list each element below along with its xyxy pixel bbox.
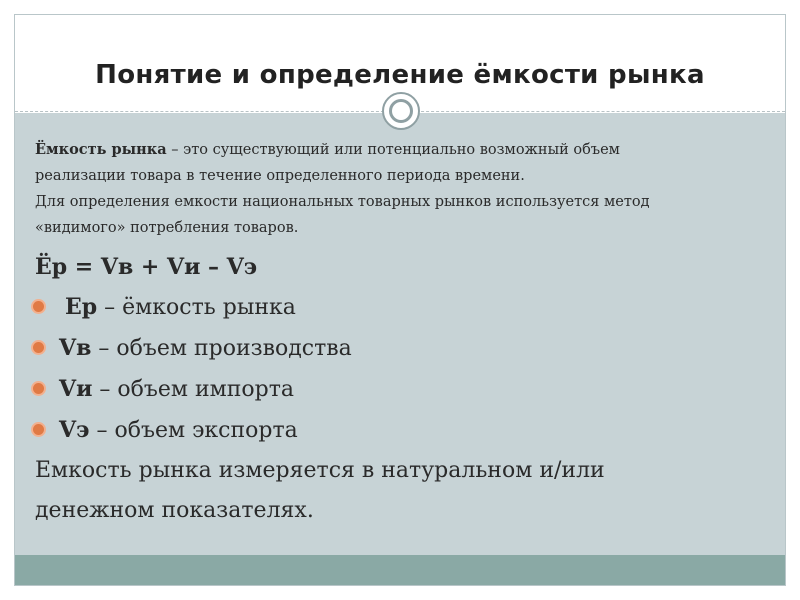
method-line-1: Для определения емкости национальных товарных рынков используется метод bbox=[35, 194, 650, 210]
slide bbox=[14, 14, 786, 586]
slide-content bbox=[35, 137, 775, 531]
conclusion-line-2: денежном показателях. bbox=[35, 498, 314, 523]
bullet-term: Vв bbox=[59, 335, 92, 361]
list-item bbox=[35, 287, 775, 328]
bullet-term: Vи bbox=[59, 376, 93, 402]
definition-term: Ёмкость рынка bbox=[35, 141, 167, 158]
list-item bbox=[35, 369, 775, 410]
bullet-desc: – ёмкость рынка bbox=[97, 295, 296, 320]
footer-bar bbox=[15, 555, 785, 585]
method-line-2: «видимого» потребления товаров. bbox=[35, 220, 299, 236]
bullet-dot-icon bbox=[33, 342, 44, 353]
slide-title: Понятие и определение ёмкости рынка bbox=[95, 60, 705, 90]
bullet-dot-icon bbox=[33, 383, 44, 394]
bullet-desc: – объем экспорта bbox=[89, 418, 298, 443]
conclusion-line-1: Емкость рынка измеряется в натуральном и/или bbox=[35, 458, 605, 483]
list-item bbox=[35, 328, 775, 369]
bullet-desc: – объем импорта bbox=[92, 377, 295, 402]
bullet-dot-icon bbox=[33, 301, 44, 312]
ring-ornament-icon bbox=[382, 92, 420, 130]
definition-text: – это существующий или потенциально возможный объем bbox=[166, 142, 620, 158]
definition-line-2: реализации товара в течение определенного периода времени. bbox=[35, 168, 525, 184]
bullet-term: Ер bbox=[65, 294, 98, 320]
bullet-dot-icon bbox=[33, 424, 44, 435]
bullet-list bbox=[35, 287, 775, 451]
bullet-desc: – объем производства bbox=[91, 336, 352, 361]
bullet-term: Vэ bbox=[59, 417, 90, 443]
definition-line-1 bbox=[35, 137, 775, 163]
list-item bbox=[35, 410, 775, 451]
formula: Ёр = Vв + Vи – Vэ bbox=[35, 254, 258, 280]
